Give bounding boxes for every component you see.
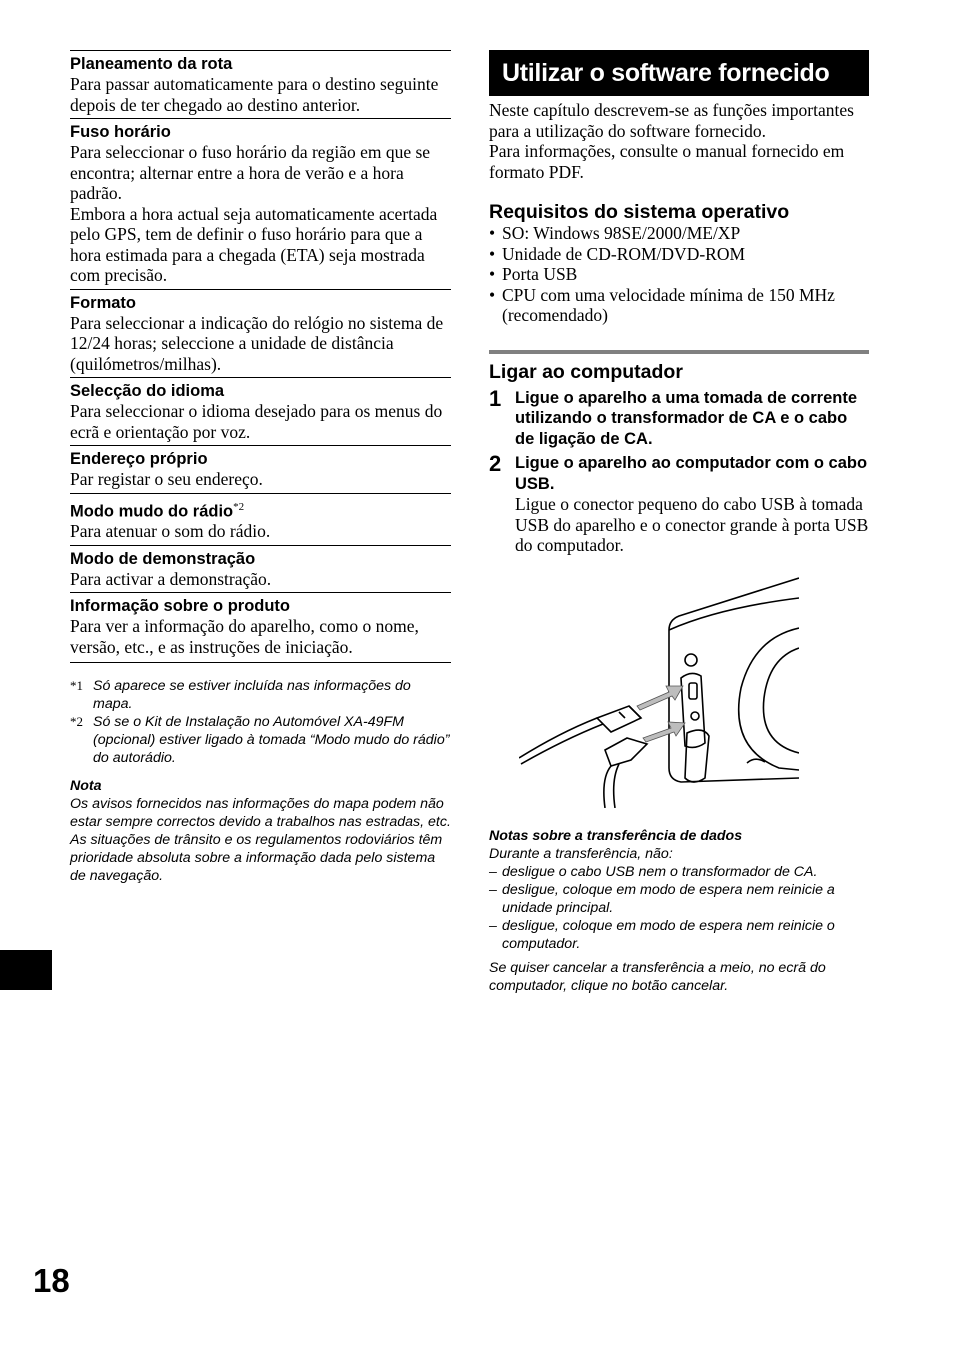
notes-title: Notas sobre a transferência de dados: [489, 827, 743, 844]
entry-title: Formato: [70, 293, 136, 312]
notes-intro: Durante a transferência, não:: [489, 845, 673, 862]
entry-idioma: [70, 377, 451, 445]
entry-body: Para seleccionar o idioma desejado para os menus do ecrã e orientação por voz.: [70, 401, 443, 442]
entry-title: Fuso horário: [70, 123, 171, 141]
usb-connection-illustration: [519, 568, 799, 808]
list-item: [489, 264, 869, 285]
footnote: [70, 713, 451, 767]
list-item-text: Unidade de CD-ROM/DVD-ROM: [502, 243, 746, 264]
bullet: •: [489, 223, 496, 243]
section-title: Utilizar o software fornecido: [489, 50, 869, 96]
connect-heading: Ligar ao computador: [489, 360, 683, 383]
entry-body: Para atenuar o som do rádio.: [70, 521, 271, 541]
list-item-text: CPU com uma velocidade mínima de 150 MHz (recomendado): [502, 284, 835, 325]
list-item: [489, 863, 869, 881]
entry-body-2: Embora a hora actual seja automaticamente acertada pelo GPS, tem de definir o fuso horário para que a hora estimada para a chegada (ETA) seja mostrada com precisão.: [70, 203, 438, 285]
entry-title: Selecção do idioma: [70, 382, 225, 400]
list-item: [489, 881, 869, 917]
entry-body: Par registar o seu endereço.: [70, 469, 263, 489]
right-column: [489, 50, 869, 995]
requirements-heading: Requisitos do sistema operativo: [489, 201, 790, 223]
bullet: •: [489, 264, 496, 284]
dash: –: [489, 863, 497, 880]
entry-title: Planeamento da rota: [70, 55, 233, 73]
step-text: Ligue o aparelho ao computador com o cabo USB.: [515, 454, 868, 493]
dash: –: [489, 881, 497, 898]
footnote-text: Só se o Kit de Instalação no Automóvel XA-49FM (opcional) estiver ligado à tomada “Modo mudo do rádio” do autorádio.: [93, 714, 450, 766]
entry-informacao-produto: [70, 592, 451, 663]
entry-body: Para seleccionar a indicação do relógio no sistema de 12/24 horas; seleccione a unidade de distância (quilómetros/milhas).: [70, 312, 444, 374]
list-item-text: desligue, coloque em modo de espera nem reinicie a unidade principal.: [502, 881, 835, 916]
step-number: 2: [489, 451, 502, 476]
intro-paragraph: Neste capítulo descrevem-se as funções importantes para a utilização do software fornecido.: [489, 100, 854, 141]
list-item: [489, 285, 869, 326]
entry-body: Para ver a informação do aparelho, como o nome, versão, etc., e as instruções de iniciação.: [70, 616, 419, 657]
step-1: [489, 385, 869, 450]
list-item-text: desligue, coloque em modo de espera nem reinicie o computador.: [502, 917, 835, 952]
entry-demonstracao: [70, 545, 451, 593]
step-text: Ligue o aparelho a uma tomada de corrente utilizando o transformador de CA e o cabo de ligação de CA.: [515, 388, 857, 448]
entry-endereco: [70, 445, 451, 493]
intro-paragraph-2: Para informações, consulte o manual fornecido em formato PDF.: [489, 141, 845, 182]
footnote-text: Só aparece se estiver incluída nas informações do mapa.: [93, 678, 411, 712]
notes-end: Se quiser cancelar a transferência a meio, no ecrã do computador, clique no botão cancelar.: [489, 959, 826, 994]
step-detail: Ligue o conector pequeno do cabo USB à tomada USB do aparelho e o conector grande à porta USB do computador.: [515, 494, 869, 555]
page-number: 18: [33, 1262, 70, 1299]
list-item: [489, 244, 869, 265]
footnote: [70, 677, 451, 713]
step-2: [489, 453, 869, 494]
entry-title: [70, 497, 451, 522]
entry-body: Para seleccionar o fuso horário da região em que se encontra; alternar entre a hora de verão e a hora padrão.: [70, 142, 431, 203]
left-column: [70, 50, 451, 885]
transfer-notes: [489, 827, 869, 995]
dash: –: [489, 917, 497, 934]
footnote-mark: *1: [70, 678, 83, 693]
entry-body: Para passar automaticamente para o destino seguinte depois de ter chegado ao destino anterior.: [70, 74, 439, 115]
section-divider: [489, 350, 869, 354]
footnote-mark: *2: [70, 714, 83, 729]
footnotes: [70, 677, 451, 767]
list-item-text: SO: Windows 98SE/2000/ME/XP: [502, 223, 741, 243]
entry-fuso-horario: [70, 118, 451, 289]
nota-title: Nota: [70, 778, 102, 794]
entry-planeamento: [70, 50, 451, 118]
step-number: 1: [489, 385, 502, 411]
requirements-list: [489, 223, 869, 326]
bullet: •: [489, 284, 496, 305]
entry-title: Modo de demonstração: [70, 549, 256, 568]
list-item-text: desligue o cabo USB nem o transformador de CA.: [502, 863, 818, 880]
chapter-tab: [0, 950, 52, 990]
nota-body: Os avisos fornecidos nas informações do mapa podem não estar sempre correctos devido a trabalhos nas estradas, etc. As situações de trânsito e os regulamentos rodoviários têm prioridade absoluta sobre a informação dada pelo sistema de navegação.: [70, 796, 451, 884]
settings-list: [70, 50, 451, 663]
entry-modo-mudo: [70, 493, 451, 545]
bullet: •: [489, 243, 496, 264]
entry-formato: [70, 289, 451, 378]
entry-title-text: Modo mudo do rádio: [70, 502, 234, 520]
list-item-text: Porta USB: [502, 264, 578, 284]
entry-body: Para activar a demonstração.: [70, 568, 272, 589]
footnote-ref: *2: [233, 500, 245, 513]
entry-title: Endereço próprio: [70, 450, 208, 468]
entry-title: Informação sobre o produto: [70, 597, 291, 615]
list-item: [489, 223, 869, 244]
list-item: [489, 917, 869, 953]
